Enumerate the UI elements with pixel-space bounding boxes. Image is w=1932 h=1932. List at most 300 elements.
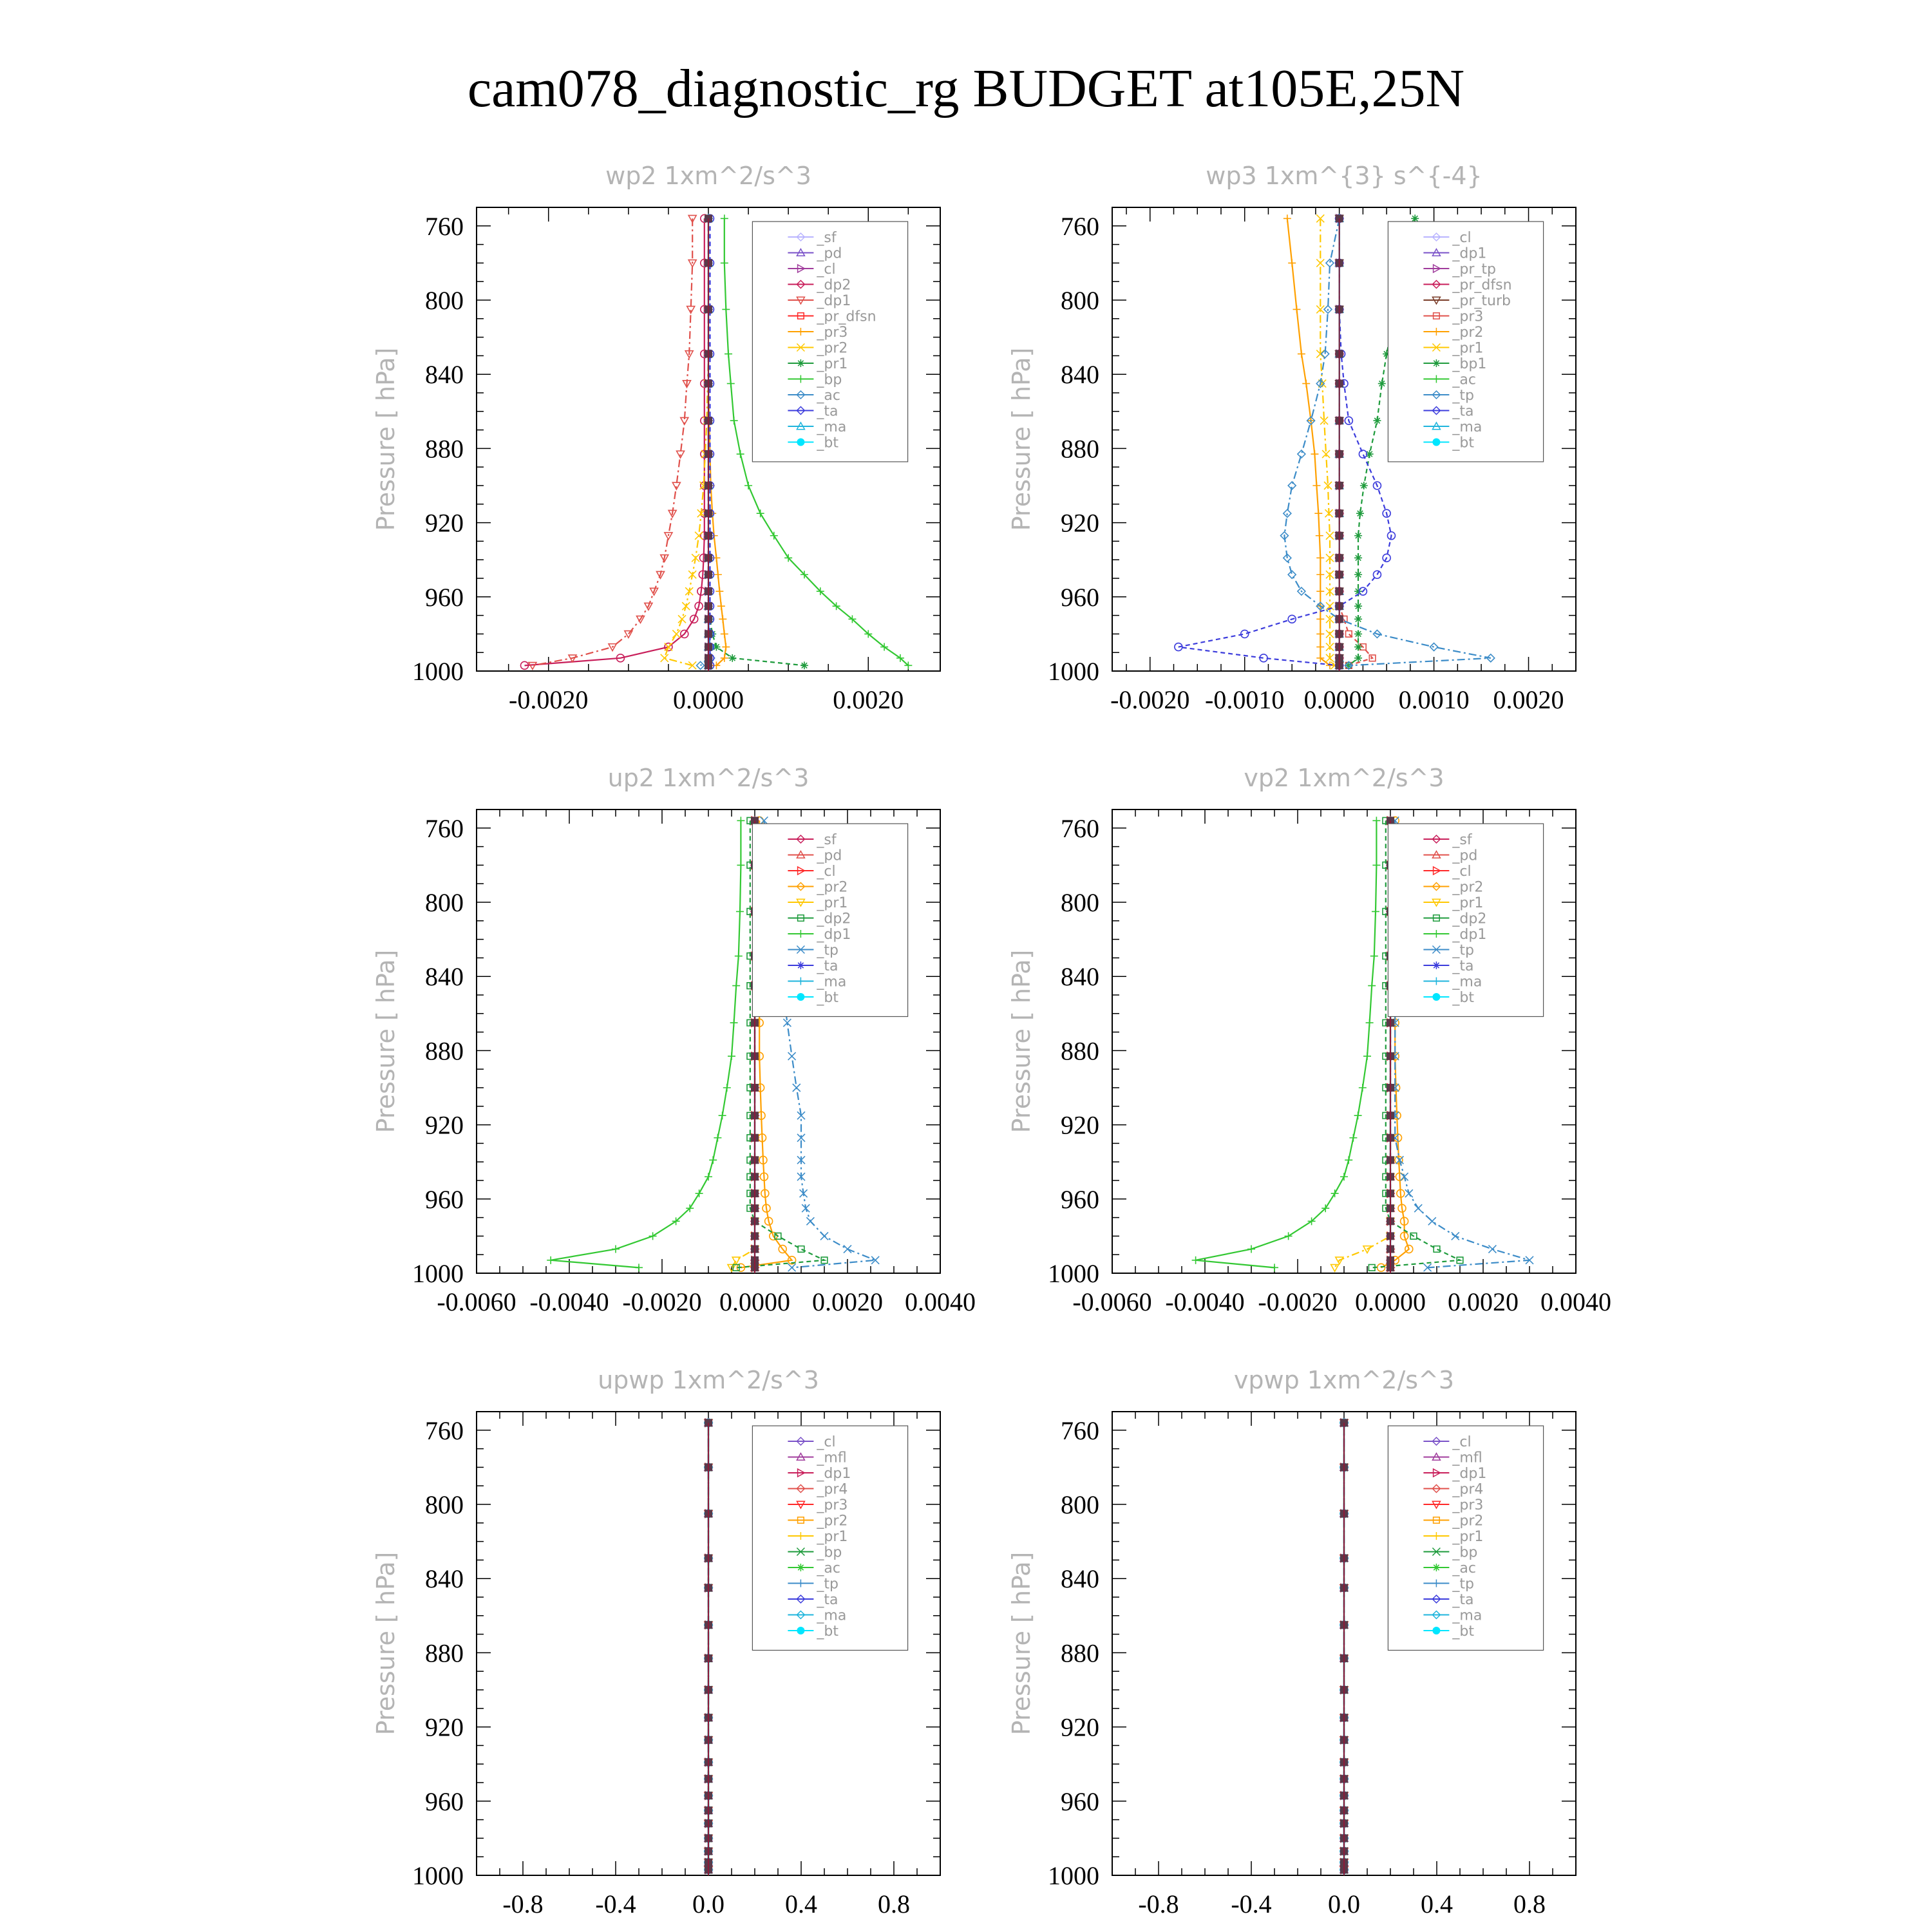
x-tick-label: 0.8 — [1513, 1889, 1546, 1918]
y-tick-label: 880 — [425, 1638, 464, 1668]
legend-label: _bt — [817, 1624, 838, 1640]
data-point — [715, 587, 723, 595]
data-point — [1283, 214, 1291, 222]
data-point — [722, 643, 730, 651]
y-tick-label: 1000 — [1048, 657, 1099, 686]
series-line — [551, 820, 741, 1267]
data-point — [1293, 305, 1301, 313]
data-point — [1488, 1245, 1496, 1253]
legend-label: _pr1 — [1452, 340, 1484, 357]
plot-area — [705, 1419, 712, 1875]
panel-title: upwp 1xm^2/s^3 — [598, 1366, 819, 1394]
x-tick-label: 0.4 — [1421, 1889, 1453, 1918]
data-point — [735, 952, 743, 960]
data-point — [1354, 554, 1362, 562]
x-tick-label: 0.0 — [692, 1889, 724, 1918]
legend-label: _dp2 — [1452, 911, 1487, 927]
data-point — [1372, 861, 1380, 869]
data-point — [730, 1019, 738, 1027]
data-point — [547, 1256, 554, 1264]
y-tick-label: 960 — [425, 1184, 464, 1214]
data-point — [1349, 1134, 1357, 1142]
legend — [752, 1426, 907, 1651]
data-point — [1354, 532, 1362, 540]
series-dp1 — [547, 817, 744, 1271]
series-line — [708, 218, 726, 665]
data-point — [1331, 1189, 1339, 1197]
data-point — [1326, 259, 1334, 267]
data-point — [1345, 1156, 1352, 1164]
legend-label: _pr2 — [817, 879, 848, 896]
y-tick-label: 840 — [1061, 1564, 1099, 1594]
legend-label: _bt — [1452, 990, 1474, 1006]
series-line — [732, 820, 755, 1267]
legend-label: _dp1 — [1452, 927, 1487, 943]
y-tick-label: 840 — [425, 1564, 464, 1594]
data-point — [1298, 450, 1305, 458]
data-point — [1316, 554, 1324, 562]
legend-label: _bt — [817, 435, 838, 451]
y-tick-label: 880 — [425, 434, 464, 464]
legend-label: _pr2 — [1452, 1513, 1484, 1530]
legend-marker — [797, 1627, 804, 1634]
legend-label: _mfl — [1452, 1450, 1482, 1466]
data-point — [1316, 259, 1324, 267]
x-tick-label: -0.0040 — [1165, 1287, 1245, 1316]
legend-label: _pr3 — [1452, 308, 1484, 325]
panel-title: up2 1xm^2/s^3 — [607, 764, 810, 792]
legend-label: _pr2 — [1452, 879, 1484, 896]
y-axis-label: Pressure [ hPa] — [1007, 1551, 1036, 1736]
data-point — [612, 1245, 620, 1253]
legend-marker — [797, 439, 804, 446]
x-tick-label: -0.0010 — [1205, 685, 1285, 714]
data-point — [1316, 643, 1324, 651]
data-point — [800, 661, 808, 669]
panel-4 — [1007, 764, 1611, 1316]
y-tick-label: 960 — [425, 1786, 464, 1816]
y-tick-label: 840 — [1061, 962, 1099, 992]
x-tick-label: -0.0020 — [1110, 685, 1190, 714]
y-tick-label: 840 — [1061, 360, 1099, 390]
legend-label: _cl — [817, 261, 836, 278]
series-dp1 — [1192, 817, 1381, 1271]
legend-label: _ma — [817, 1607, 847, 1624]
series-line — [665, 218, 708, 665]
legend-label: _cl — [1452, 1434, 1472, 1450]
data-point — [1354, 615, 1362, 623]
data-point — [1340, 1173, 1348, 1180]
y-tick-label: 960 — [1061, 582, 1099, 612]
data-point — [1316, 571, 1324, 578]
legend-label: _pr_dfsn — [1452, 277, 1512, 294]
legend-label: _cl — [817, 1434, 836, 1450]
legend-label: _ac — [817, 388, 840, 404]
data-point — [793, 1084, 800, 1092]
y-tick-label: 800 — [1061, 1490, 1099, 1519]
y-tick-label: 760 — [1061, 211, 1099, 241]
data-point — [1368, 982, 1376, 990]
data-point — [1359, 450, 1367, 458]
x-tick-label: 0.4 — [785, 1889, 817, 1918]
legend-label: _sf — [1452, 832, 1472, 848]
data-point — [714, 1134, 721, 1142]
data-point — [1414, 1204, 1422, 1212]
x-tick-label: 0.0020 — [812, 1287, 883, 1316]
data-point — [788, 1052, 796, 1060]
panel-5 — [372, 1366, 940, 1918]
legend-label: _pr1 — [1452, 1529, 1484, 1545]
x-tick-label: -0.4 — [595, 1889, 636, 1918]
legend — [1388, 824, 1543, 1017]
data-point — [717, 602, 725, 610]
y-axis-label: Pressure [ hPa] — [1007, 949, 1036, 1133]
legend-label: _dp1 — [1452, 1466, 1487, 1482]
data-point — [737, 817, 744, 824]
panel-6 — [1007, 1366, 1576, 1918]
y-tick-label: 840 — [425, 962, 464, 992]
legend-label: _cl — [817, 864, 836, 880]
data-point — [737, 861, 744, 869]
legend-label: _pr1 — [1452, 895, 1484, 911]
y-tick-label: 840 — [425, 360, 464, 390]
legend-marker — [1432, 1564, 1440, 1571]
data-point — [672, 630, 680, 638]
x-tick-label: -0.0020 — [1258, 1287, 1338, 1316]
legend-label: _bt — [817, 990, 838, 1006]
x-tick-label: 0.0000 — [1303, 685, 1375, 714]
legend-label: _bp1 — [1452, 356, 1487, 372]
legend-label: _dp1 — [817, 293, 851, 309]
data-point — [732, 1257, 740, 1264]
data-point — [1354, 630, 1362, 638]
data-point — [806, 1217, 814, 1225]
data-point — [744, 482, 752, 489]
x-tick-label: -0.0040 — [529, 1287, 609, 1316]
data-point — [678, 615, 686, 623]
data-point — [1283, 509, 1291, 517]
data-point — [1316, 630, 1324, 638]
y-tick-label: 1000 — [412, 657, 464, 686]
data-point — [788, 1264, 796, 1271]
legend-label: _ma — [817, 419, 847, 435]
legend-label: _ta — [1452, 1592, 1474, 1608]
legend-label: _ma — [1452, 1607, 1482, 1624]
panels — [372, 162, 1611, 1918]
data-point — [635, 1264, 643, 1271]
y-tick-label: 760 — [425, 211, 464, 241]
data-point — [1372, 817, 1380, 824]
panel-title: wp2 1xm^2/s^3 — [605, 162, 811, 190]
data-point — [736, 907, 744, 915]
data-point — [696, 1189, 703, 1197]
legend-label: _pd — [1452, 848, 1478, 864]
data-point — [721, 214, 728, 222]
data-point — [1354, 654, 1362, 662]
legend-label: _bp — [1452, 1544, 1478, 1561]
legend-label: _ta — [1452, 958, 1474, 974]
data-point — [649, 1232, 657, 1240]
legend-label: _tp — [1452, 388, 1474, 404]
data-point — [1428, 1217, 1436, 1225]
legend-label: _pd — [817, 848, 842, 864]
data-point — [798, 1246, 804, 1253]
x-tick-label: 0.0 — [1328, 1889, 1360, 1918]
series-line — [1340, 218, 1372, 665]
legend-label: _pr1 — [817, 356, 848, 372]
legend-marker — [797, 961, 804, 969]
y-tick-label: 1000 — [412, 1861, 464, 1890]
legend-label: _mfl — [817, 1450, 847, 1466]
legend-marker — [1432, 359, 1440, 367]
legend-label: _ac — [817, 1560, 840, 1577]
legend-marker — [1432, 961, 1440, 969]
data-point — [705, 1173, 712, 1180]
data-point — [1370, 952, 1378, 960]
y-tick-label: 880 — [1061, 1036, 1099, 1066]
data-point — [719, 615, 726, 623]
data-point — [1356, 509, 1364, 517]
y-tick-label: 760 — [425, 813, 464, 843]
x-tick-label: 0.0010 — [1398, 685, 1470, 714]
data-point — [1359, 1084, 1367, 1092]
legend-label: _pr4 — [1452, 1481, 1484, 1498]
y-axis-label: Pressure [ hPa] — [372, 1551, 400, 1736]
data-point — [732, 982, 740, 990]
x-tick-label: -0.0020 — [509, 685, 589, 714]
data-point — [723, 1084, 731, 1092]
data-point — [737, 450, 744, 458]
y-tick-label: 920 — [1061, 508, 1099, 538]
data-point — [1311, 450, 1318, 458]
y-tick-label: 800 — [425, 286, 464, 315]
legend-label: _bt — [1452, 1624, 1474, 1640]
legend-label: _pr_dfsn — [817, 308, 876, 325]
data-point — [1363, 1052, 1371, 1060]
x-tick-label: 0.0020 — [1448, 1287, 1519, 1316]
data-point — [687, 307, 695, 314]
data-point — [1247, 1245, 1255, 1253]
legend — [1388, 222, 1543, 462]
data-point — [1378, 380, 1386, 388]
legend-label: _bp — [817, 1544, 842, 1561]
legend-label: _pr2 — [817, 1513, 848, 1530]
data-point — [722, 305, 730, 313]
legend-label: _ta — [1452, 403, 1474, 420]
data-point — [665, 533, 672, 540]
y-tick-label: 800 — [1061, 286, 1099, 315]
y-tick-label: 880 — [1061, 434, 1099, 464]
legend-label: _ta — [817, 1592, 838, 1608]
legend-label: _pr3 — [1452, 1497, 1484, 1513]
data-point — [719, 1112, 726, 1119]
data-point — [730, 417, 738, 424]
y-tick-label: 760 — [1061, 1416, 1099, 1445]
y-tick-label: 920 — [1061, 1110, 1099, 1140]
legend-label: _ma — [817, 974, 847, 990]
legend-label: _pr_tp — [1452, 261, 1497, 278]
legend-marker — [797, 993, 804, 1001]
x-tick-label: 0.8 — [878, 1889, 910, 1918]
y-tick-label: 1000 — [412, 1259, 464, 1288]
data-point — [728, 1052, 735, 1060]
legend-label: _dp1 — [1452, 245, 1487, 262]
figure-title: cam078_diagnostic_rg BUDGET at105E,25N — [467, 59, 1465, 118]
data-point — [714, 571, 722, 578]
data-point — [1288, 571, 1296, 578]
x-tick-label: 0.0000 — [1355, 1287, 1426, 1316]
x-tick-label: 0.0000 — [673, 685, 744, 714]
data-point — [1302, 380, 1310, 388]
legend-label: _ta — [817, 958, 838, 974]
data-point — [1326, 630, 1334, 638]
series-line — [525, 218, 705, 665]
data-point — [1372, 907, 1379, 915]
legend-label: _dp2 — [817, 911, 851, 927]
series-line — [1287, 218, 1330, 665]
data-point — [844, 1245, 851, 1253]
x-tick-label: 0.0020 — [833, 685, 904, 714]
panel-title: vp2 1xm^2/s^3 — [1244, 764, 1444, 792]
legend-label: _pr1 — [817, 895, 848, 911]
legend-label: _tp — [1452, 942, 1474, 959]
y-tick-label: 760 — [1061, 813, 1099, 843]
data-point — [820, 1232, 828, 1240]
legend-label: _cl — [1452, 864, 1472, 880]
data-point — [724, 350, 732, 358]
data-point — [1288, 259, 1296, 267]
y-tick-label: 1000 — [1048, 1259, 1099, 1288]
y-axis-label: Pressure [ hPa] — [372, 347, 400, 531]
data-point — [1366, 1019, 1374, 1027]
y-axis-label: Pressure [ hPa] — [1007, 347, 1036, 531]
data-point — [709, 1156, 717, 1164]
y-tick-label: 800 — [425, 888, 464, 917]
x-tick-label: 0.0000 — [719, 1287, 790, 1316]
data-point — [1316, 587, 1324, 595]
panel-2 — [1007, 162, 1576, 714]
data-point — [1316, 615, 1324, 623]
x-tick-label: 0.0040 — [1540, 1287, 1611, 1316]
legend-marker — [1432, 439, 1440, 446]
series-line — [1196, 820, 1377, 1267]
y-tick-label: 800 — [425, 1490, 464, 1519]
legend-label: _dp2 — [817, 277, 851, 294]
legend-label: _pr1 — [817, 1529, 848, 1545]
legend-marker — [797, 359, 804, 367]
legend-marker — [797, 1564, 804, 1571]
y-tick-label: 880 — [425, 1036, 464, 1066]
y-tick-label: 960 — [1061, 1184, 1099, 1214]
legend-marker — [1432, 1627, 1440, 1634]
data-point — [1314, 509, 1322, 517]
legend-label: _cl — [1452, 230, 1472, 246]
data-point — [1405, 1189, 1413, 1197]
data-point — [721, 630, 728, 638]
data-point — [770, 532, 778, 540]
x-tick-label: 0.0020 — [1493, 685, 1564, 714]
data-point — [1192, 1256, 1200, 1264]
data-point — [1401, 1173, 1408, 1180]
legend-label: _ta — [817, 403, 838, 420]
y-tick-label: 920 — [425, 508, 464, 538]
series-dp1 — [529, 215, 696, 669]
data-point — [1354, 1112, 1362, 1119]
series-pr3 — [1336, 215, 1376, 668]
x-tick-label: -0.4 — [1231, 1889, 1272, 1918]
data-point — [1298, 350, 1305, 358]
legend-label: _tp — [817, 942, 838, 959]
data-point — [1285, 1232, 1293, 1240]
x-tick-label: -0.0060 — [1072, 1287, 1152, 1316]
data-point — [1452, 1232, 1459, 1240]
data-point — [1271, 1264, 1278, 1271]
panel-1 — [372, 162, 940, 714]
legend-label: _pr2 — [1452, 325, 1484, 341]
legend-label: _ma — [1452, 974, 1482, 990]
legend-marker — [1432, 993, 1440, 1001]
y-tick-label: 760 — [425, 1416, 464, 1445]
data-point — [672, 482, 680, 489]
legend-label: _dp1 — [817, 927, 851, 943]
x-tick-label: -0.0060 — [437, 1287, 516, 1316]
y-tick-label: 800 — [1061, 888, 1099, 917]
series-ta — [1175, 214, 1396, 669]
data-point — [1331, 1265, 1339, 1272]
y-tick-label: 1000 — [1048, 1861, 1099, 1890]
legend-label: _ac — [1452, 372, 1476, 388]
y-tick-label: 920 — [425, 1712, 464, 1742]
legend-label: _sf — [817, 230, 837, 246]
series-line — [1335, 820, 1390, 1267]
legend-label: _pr2 — [817, 340, 848, 357]
series-dp2 — [520, 214, 708, 669]
data-point — [529, 663, 536, 670]
x-tick-label: -0.8 — [1138, 1889, 1179, 1918]
legend-label: _pr3 — [817, 325, 848, 341]
legend-label: _ma — [1452, 419, 1482, 435]
x-tick-label: 0.0040 — [905, 1287, 976, 1316]
y-tick-label: 880 — [1061, 1638, 1099, 1668]
legend — [752, 222, 907, 462]
data-point — [721, 259, 728, 267]
series-line — [1320, 218, 1334, 665]
legend-label: _pd — [817, 245, 842, 262]
legend-label: _dp1 — [817, 1466, 851, 1482]
series-pr1 — [1331, 817, 1394, 1271]
data-point — [1373, 417, 1381, 424]
data-point — [1360, 482, 1368, 489]
legend-label: _bp — [817, 372, 842, 388]
data-point — [1354, 571, 1362, 578]
data-point — [1316, 532, 1323, 540]
y-axis-label: Pressure [ hPa] — [372, 949, 400, 1133]
panel-title: wp3 1xm^{3} s^{-4} — [1206, 162, 1482, 190]
legend — [752, 824, 907, 1017]
y-tick-label: 920 — [425, 1110, 464, 1140]
series-line — [1179, 218, 1392, 665]
data-point — [661, 654, 668, 662]
data-point — [727, 380, 735, 388]
data-point — [728, 654, 736, 662]
series-pr2 — [1283, 214, 1334, 669]
legend-label: _bt — [1452, 435, 1474, 451]
x-tick-label: -0.8 — [502, 1889, 544, 1918]
legend-label: _ac — [1452, 1560, 1476, 1577]
y-tick-label: 960 — [425, 582, 464, 612]
data-point — [1354, 602, 1362, 610]
x-tick-label: -0.0020 — [622, 1287, 702, 1316]
